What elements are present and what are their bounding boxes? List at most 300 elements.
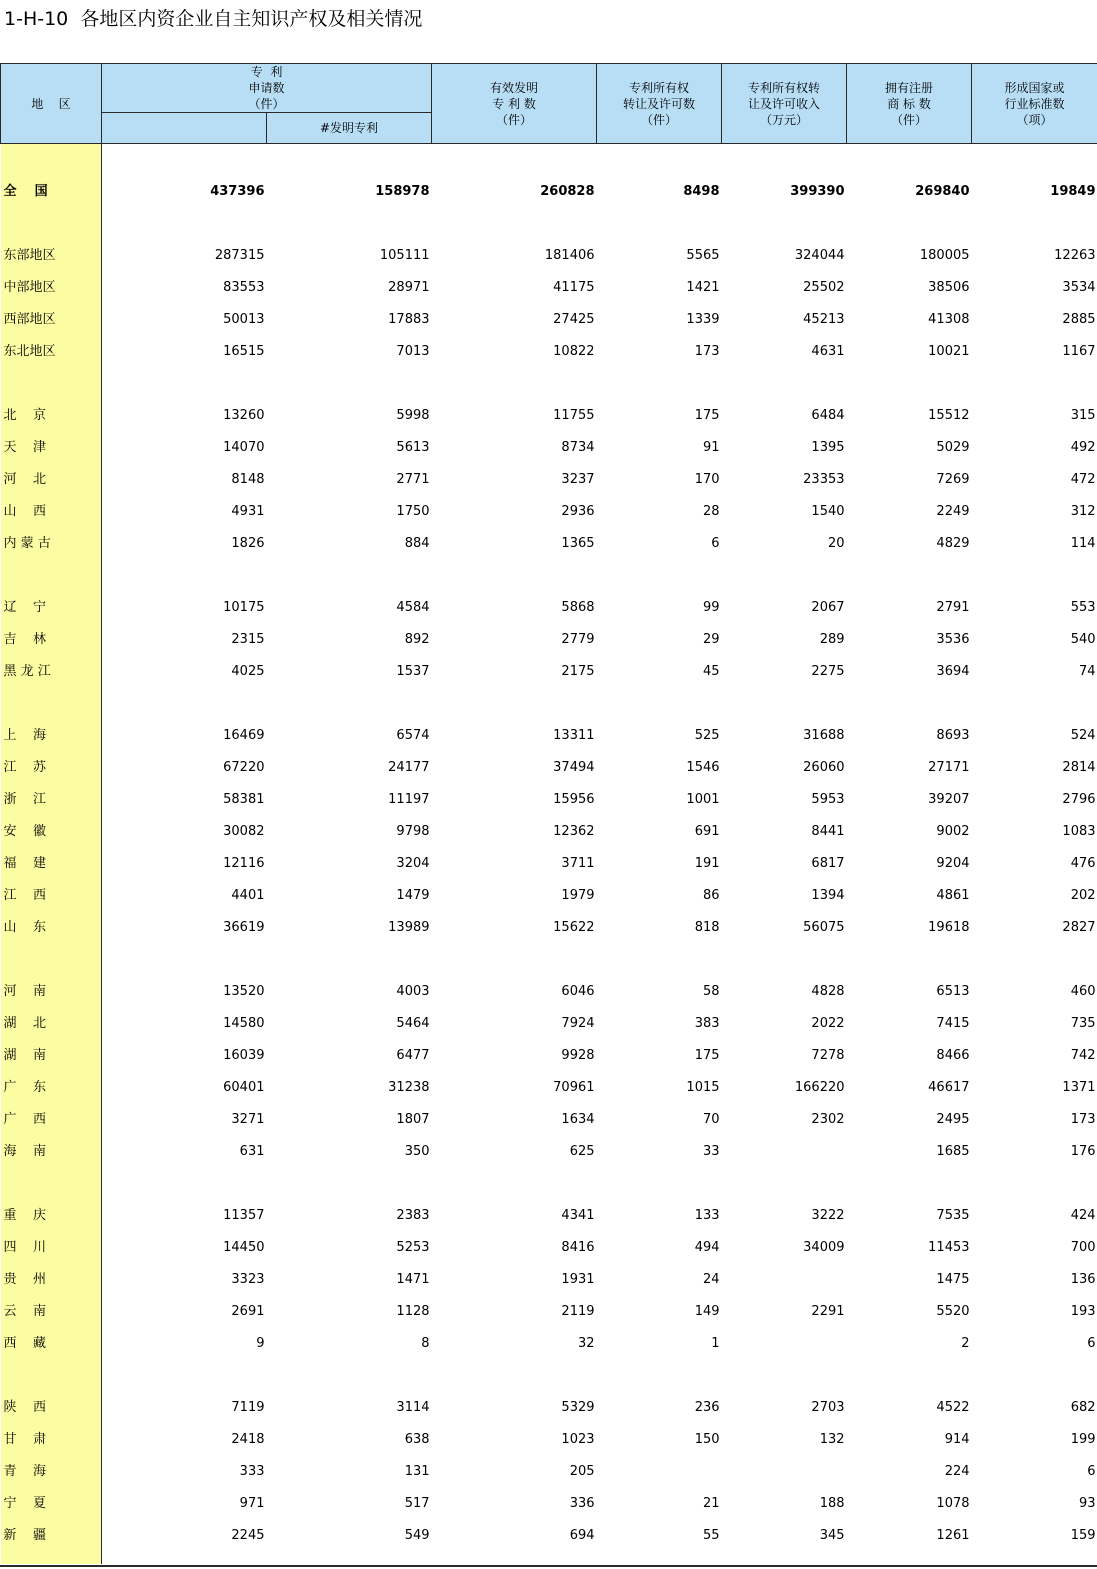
table-cell xyxy=(722,1264,847,1296)
table-cell: 6513 xyxy=(936,984,970,999)
region-name: 西部地区 xyxy=(1,304,102,336)
table-cell: 158978 xyxy=(375,184,430,199)
table-cell: 1479 xyxy=(396,888,430,903)
table-cell: 472 xyxy=(1070,472,1096,487)
table-cell: 70961 xyxy=(553,1080,595,1095)
table-cell: 8441 xyxy=(811,824,845,839)
table-cell: 149 xyxy=(694,1304,720,1319)
table-cell: 2779 xyxy=(561,632,595,647)
table-cell: 7269 xyxy=(936,472,970,487)
header-patent-transfer-income: 专利所有权转 让及许可收入 （万元） xyxy=(722,64,847,144)
region-name: 安 徽 xyxy=(1,816,102,848)
table-cell: 99 xyxy=(702,600,720,615)
table-cell: 1167 xyxy=(1062,344,1096,359)
region-name: 山 东 xyxy=(1,912,102,944)
table-cell: 13989 xyxy=(388,920,430,935)
table-cell: 19618 xyxy=(928,920,970,935)
table-cell: 23353 xyxy=(803,472,845,487)
table-cell: 19849 xyxy=(1050,184,1096,199)
table-cell: 12362 xyxy=(553,824,595,839)
data-sheet xyxy=(0,63,1097,1569)
table-cell: 33 xyxy=(702,1144,720,1159)
header-registered-trademarks: 拥有注册 商 标 数 （件） xyxy=(847,64,972,144)
table-cell: 6 xyxy=(1087,1336,1096,1351)
table-cell: 193 xyxy=(1070,1304,1096,1319)
table-cell: 3534 xyxy=(1062,280,1096,295)
table-cell: 9204 xyxy=(936,856,970,871)
table-cell: 1979 xyxy=(561,888,595,903)
table-cell: 1083 xyxy=(1062,824,1096,839)
table-cell: 2249 xyxy=(936,504,970,519)
region-name: 广 东 xyxy=(1,1072,102,1104)
table-cell: 26060 xyxy=(803,760,845,775)
table-cell: 1750 xyxy=(396,504,430,519)
table-row xyxy=(1,432,1097,464)
region-name: 全 国 xyxy=(1,176,102,208)
table-row xyxy=(1,1296,1097,1328)
table-cell: 67220 xyxy=(223,760,265,775)
header-patent-transfer-count: 专利所有权 转让及许可数 （件） xyxy=(597,64,722,144)
table-cell: 2291 xyxy=(811,1304,845,1319)
table-cell: 34009 xyxy=(803,1240,845,1255)
table-cell: 176 xyxy=(1070,1144,1096,1159)
table-cell: 8416 xyxy=(561,1240,595,1255)
table-row xyxy=(1,656,1097,688)
table-cell: 3536 xyxy=(936,632,970,647)
table-cell: 175 xyxy=(694,408,720,423)
table-cell: 39207 xyxy=(928,792,970,807)
table-cell: 818 xyxy=(694,920,720,935)
table-cell: 83553 xyxy=(223,280,265,295)
table-cell: 525 xyxy=(694,728,720,743)
table-cell: 6817 xyxy=(811,856,845,871)
table-cell xyxy=(722,1456,847,1488)
bottom-rule xyxy=(0,1565,1097,1567)
table-cell: 700 xyxy=(1070,1240,1096,1255)
page-title: 1-H-10 各地区内资企业自主知识产权及相关情况 xyxy=(4,8,423,30)
table-cell: 12116 xyxy=(223,856,265,871)
table-cell: 32 xyxy=(577,1336,595,1351)
table-cell: 4631 xyxy=(811,344,845,359)
table-body xyxy=(1,144,1097,1565)
table-cell: 45213 xyxy=(803,312,845,327)
table-cell: 2771 xyxy=(396,472,430,487)
table-row xyxy=(1,1136,1097,1168)
region-name: 海 南 xyxy=(1,1136,102,1168)
table-cell: 1001 xyxy=(686,792,720,807)
table-cell: 1537 xyxy=(396,664,430,679)
table-row xyxy=(1,1232,1097,1264)
region-name: 东部地区 xyxy=(1,240,102,272)
table-cell: 914 xyxy=(944,1432,970,1447)
table-row xyxy=(1,1200,1097,1232)
table-cell: 424 xyxy=(1070,1208,1096,1223)
table-cell: 173 xyxy=(1070,1112,1096,1127)
table-cell: 2067 xyxy=(811,600,845,615)
region-name: 中部地区 xyxy=(1,272,102,304)
table-cell: 9798 xyxy=(396,824,430,839)
table-cell: 1685 xyxy=(936,1144,970,1159)
table-cell: 333 xyxy=(239,1464,265,1479)
table-cell: 10021 xyxy=(928,344,970,359)
table-cell: 46617 xyxy=(928,1080,970,1095)
header-region: 地 区 xyxy=(1,64,102,144)
table-cell: 2275 xyxy=(811,664,845,679)
table-cell: 9928 xyxy=(561,1048,595,1063)
table-cell: 3204 xyxy=(396,856,430,871)
table-cell: 4861 xyxy=(936,888,970,903)
region-name: 天 津 xyxy=(1,432,102,464)
table-row xyxy=(1,1456,1097,1488)
table-cell: 10175 xyxy=(223,600,265,615)
table-cell: 60401 xyxy=(223,1080,265,1095)
table-cell: 1261 xyxy=(936,1528,970,1543)
table-cell: 336 xyxy=(569,1496,595,1511)
table-cell: 188 xyxy=(819,1496,845,1511)
table-cell: 4401 xyxy=(231,888,265,903)
table-cell: 191 xyxy=(694,856,720,871)
table-cell: 29 xyxy=(702,632,720,647)
table-cell: 9002 xyxy=(936,824,970,839)
table-row xyxy=(1,1328,1097,1360)
table-row xyxy=(1,1520,1097,1552)
region-name: 辽 宁 xyxy=(1,592,102,624)
region-name: 河 北 xyxy=(1,464,102,496)
table-cell: 13311 xyxy=(553,728,595,743)
table-cell: 15512 xyxy=(928,408,970,423)
table-cell: 2495 xyxy=(936,1112,970,1127)
table-cell: 553 xyxy=(1070,600,1096,615)
table-cell: 38506 xyxy=(928,280,970,295)
table-row xyxy=(1,304,1097,336)
table-cell: 4025 xyxy=(231,664,265,679)
table-cell: 1078 xyxy=(936,1496,970,1511)
table-cell: 2936 xyxy=(561,504,595,519)
table-cell: 3323 xyxy=(231,1272,265,1287)
table-cell: 2175 xyxy=(561,664,595,679)
table-cell: 11453 xyxy=(928,1240,970,1255)
spacer-row xyxy=(1,560,1097,592)
region-name: 宁 夏 xyxy=(1,1488,102,1520)
table-cell: 3711 xyxy=(561,856,595,871)
table-cell: 205 xyxy=(569,1464,595,1479)
table-cell: 3237 xyxy=(561,472,595,487)
table-cell: 6 xyxy=(1087,1464,1096,1479)
table-cell: 7924 xyxy=(561,1016,595,1031)
table-cell: 1371 xyxy=(1062,1080,1096,1095)
table-cell: 14450 xyxy=(223,1240,265,1255)
table-row xyxy=(1,816,1097,848)
region-name: 青 海 xyxy=(1,1456,102,1488)
table-row xyxy=(1,496,1097,528)
table-cell: 2885 xyxy=(1062,312,1096,327)
table-cell: 136 xyxy=(1070,1272,1096,1287)
table-cell xyxy=(722,1328,847,1360)
table-cell: 476 xyxy=(1070,856,1096,871)
table-cell: 6484 xyxy=(811,408,845,423)
table-cell: 166220 xyxy=(794,1080,845,1095)
table-cell: 93 xyxy=(1078,1496,1096,1511)
table-cell: 2383 xyxy=(396,1208,430,1223)
region-name: 广 西 xyxy=(1,1104,102,1136)
table-cell: 150 xyxy=(694,1432,720,1447)
table-cell: 17883 xyxy=(388,312,430,327)
table-row xyxy=(1,1072,1097,1104)
table-cell: 36619 xyxy=(223,920,265,935)
table-cell: 6574 xyxy=(396,728,430,743)
table-cell: 236 xyxy=(694,1400,720,1415)
table-row xyxy=(1,848,1097,880)
table-cell: 28 xyxy=(702,504,720,519)
table-cell: 324044 xyxy=(794,248,845,263)
table-cell: 312 xyxy=(1070,504,1096,519)
table-cell: 12263 xyxy=(1054,248,1096,263)
table-cell: 4522 xyxy=(936,1400,970,1415)
table-cell: 25502 xyxy=(803,280,845,295)
region-name: 新 疆 xyxy=(1,1520,102,1552)
table-cell: 202 xyxy=(1070,888,1096,903)
table-cell: 4828 xyxy=(811,984,845,999)
table-cell: 58381 xyxy=(223,792,265,807)
table-cell: 74 xyxy=(1078,664,1096,679)
table-cell: 4829 xyxy=(936,536,970,551)
table-cell: 1634 xyxy=(561,1112,595,1127)
region-name: 山 西 xyxy=(1,496,102,528)
table-row xyxy=(1,592,1097,624)
table-cell: 3222 xyxy=(811,1208,845,1223)
table-cell: 350 xyxy=(404,1144,430,1159)
table-cell: 884 xyxy=(404,536,430,551)
table-cell: 2703 xyxy=(811,1400,845,1415)
table-cell: 1128 xyxy=(396,1304,430,1319)
table-cell: 50013 xyxy=(223,312,265,327)
table-cell: 638 xyxy=(404,1432,430,1447)
table-row xyxy=(1,624,1097,656)
table-cell: 383 xyxy=(694,1016,720,1031)
table-cell: 5953 xyxy=(811,792,845,807)
region-name: 吉 林 xyxy=(1,624,102,656)
table-cell: 8148 xyxy=(231,472,265,487)
table-cell: 492 xyxy=(1070,440,1096,455)
table-cell: 133 xyxy=(694,1208,720,1223)
table-cell: 892 xyxy=(404,632,430,647)
table-cell: 5868 xyxy=(561,600,595,615)
region-name: 浙 江 xyxy=(1,784,102,816)
table-cell: 10822 xyxy=(553,344,595,359)
table-cell: 7278 xyxy=(811,1048,845,1063)
table-cell: 1365 xyxy=(561,536,595,551)
table-cell: 11357 xyxy=(223,1208,265,1223)
table-cell: 41175 xyxy=(553,280,595,295)
table-cell: 2315 xyxy=(231,632,265,647)
table-cell: 114 xyxy=(1070,536,1096,551)
table-cell: 269840 xyxy=(915,184,970,199)
table-cell: 37494 xyxy=(553,760,595,775)
table-cell: 1546 xyxy=(686,760,720,775)
spacer-row xyxy=(1,688,1097,720)
table-row xyxy=(1,720,1097,752)
table-cell xyxy=(722,1136,847,1168)
table-cell: 175 xyxy=(694,1048,720,1063)
region-name: 贵 州 xyxy=(1,1264,102,1296)
table-cell: 41308 xyxy=(928,312,970,327)
table-cell: 631 xyxy=(239,1144,265,1159)
region-name: 湖 北 xyxy=(1,1008,102,1040)
table-cell: 2691 xyxy=(231,1304,265,1319)
table-cell xyxy=(597,1456,722,1488)
table-cell: 2418 xyxy=(231,1432,265,1447)
table-cell: 625 xyxy=(569,1144,595,1159)
table-cell: 1 xyxy=(711,1336,720,1351)
table-cell: 132 xyxy=(819,1432,845,1447)
table-cell: 287315 xyxy=(214,248,265,263)
table-cell: 460 xyxy=(1070,984,1096,999)
table-cell: 1540 xyxy=(811,504,845,519)
region-name: 重 庆 xyxy=(1,1200,102,1232)
table-cell: 1421 xyxy=(686,280,720,295)
table-row xyxy=(1,1392,1097,1424)
table-cell: 13520 xyxy=(223,984,265,999)
table-cell: 7415 xyxy=(936,1016,970,1031)
table-cell: 27425 xyxy=(553,312,595,327)
spacer-row xyxy=(1,208,1097,240)
table-cell: 3694 xyxy=(936,664,970,679)
table-cell: 735 xyxy=(1070,1016,1096,1031)
table-row xyxy=(1,1488,1097,1520)
table-row xyxy=(1,1040,1097,1072)
table-cell: 5253 xyxy=(396,1240,430,1255)
table-cell: 7013 xyxy=(396,344,430,359)
region-name: 黑 龙 江 xyxy=(1,656,102,688)
table-cell: 31238 xyxy=(388,1080,430,1095)
table-cell: 86 xyxy=(702,888,720,903)
spacer-row xyxy=(1,1360,1097,1392)
table-cell: 4584 xyxy=(396,600,430,615)
table-cell: 159 xyxy=(1070,1528,1096,1543)
table-cell: 5520 xyxy=(936,1304,970,1319)
table-cell: 2302 xyxy=(811,1112,845,1127)
table-cell: 3271 xyxy=(231,1112,265,1127)
table-cell: 45 xyxy=(702,664,720,679)
table-cell: 170 xyxy=(694,472,720,487)
national-total-row xyxy=(1,176,1097,208)
table-cell: 13260 xyxy=(223,408,265,423)
table-cell: 21 xyxy=(702,1496,720,1511)
table-cell: 1475 xyxy=(936,1272,970,1287)
table-cell: 5565 xyxy=(686,248,720,263)
table-cell: 11197 xyxy=(388,792,430,807)
table-cell: 8734 xyxy=(561,440,595,455)
table-row xyxy=(1,912,1097,944)
table-cell: 7535 xyxy=(936,1208,970,1223)
table-cell: 315 xyxy=(1070,408,1096,423)
table-cell: 8 xyxy=(421,1336,430,1351)
region-name: 云 南 xyxy=(1,1296,102,1328)
table-cell: 8466 xyxy=(936,1048,970,1063)
table-cell: 16515 xyxy=(223,344,265,359)
header-invention-patents: #发明专利 xyxy=(267,113,432,144)
table-cell: 16469 xyxy=(223,728,265,743)
table-cell: 1471 xyxy=(396,1272,430,1287)
spacer-row xyxy=(1,944,1097,976)
table-cell: 3114 xyxy=(396,1400,430,1415)
table-cell: 20 xyxy=(827,536,845,551)
table-cell: 1931 xyxy=(561,1272,595,1287)
region-name: 福 建 xyxy=(1,848,102,880)
table-row xyxy=(1,336,1097,368)
table-cell: 58 xyxy=(702,984,720,999)
table-cell: 2791 xyxy=(936,600,970,615)
region-name: 陕 西 xyxy=(1,1392,102,1424)
table-cell: 5613 xyxy=(396,440,430,455)
table-cell: 2 xyxy=(961,1336,970,1351)
spacer-row xyxy=(1,368,1097,400)
header-valid-invention-patents: 有效发明 专 利 数 （件） xyxy=(432,64,597,144)
region-name: 上 海 xyxy=(1,720,102,752)
table-cell: 31688 xyxy=(803,728,845,743)
table-row xyxy=(1,1104,1097,1136)
table-cell: 1395 xyxy=(811,440,845,455)
table-cell: 4341 xyxy=(561,1208,595,1223)
region-name: 北 京 xyxy=(1,400,102,432)
table-row xyxy=(1,1008,1097,1040)
table-cell: 6046 xyxy=(561,984,595,999)
table-cell: 2022 xyxy=(811,1016,845,1031)
spacer-row xyxy=(1,1168,1097,1200)
table-row xyxy=(1,976,1097,1008)
table-cell: 2814 xyxy=(1062,760,1096,775)
region-name: 江 苏 xyxy=(1,752,102,784)
table-cell: 260828 xyxy=(540,184,595,199)
table-cell: 8693 xyxy=(936,728,970,743)
table-row xyxy=(1,464,1097,496)
table-cell: 2245 xyxy=(231,1528,265,1543)
table-cell: 16039 xyxy=(223,1048,265,1063)
region-name: 东北地区 xyxy=(1,336,102,368)
table-cell: 517 xyxy=(404,1496,430,1511)
table-cell: 56075 xyxy=(803,920,845,935)
table-cell: 30082 xyxy=(223,824,265,839)
table-cell: 15622 xyxy=(553,920,595,935)
table-cell: 549 xyxy=(404,1528,430,1543)
region-name: 江 西 xyxy=(1,880,102,912)
table-cell: 14070 xyxy=(223,440,265,455)
table-cell: 91 xyxy=(702,440,720,455)
table-cell: 199 xyxy=(1070,1432,1096,1447)
region-name: 湖 南 xyxy=(1,1040,102,1072)
table-cell: 1807 xyxy=(396,1112,430,1127)
table-cell: 1339 xyxy=(686,312,720,327)
table-cell: 27171 xyxy=(928,760,970,775)
region-name: 河 南 xyxy=(1,976,102,1008)
table-cell: 1826 xyxy=(231,536,265,551)
table-cell: 971 xyxy=(239,1496,265,1511)
region-name: 甘 肃 xyxy=(1,1424,102,1456)
table-cell: 691 xyxy=(694,824,720,839)
table-row xyxy=(1,240,1097,272)
table-cell: 682 xyxy=(1070,1400,1096,1415)
table-cell: 1015 xyxy=(686,1080,720,1095)
table-cell: 7119 xyxy=(231,1400,265,1415)
header-patent-applications: 专 利 申请数 （件） xyxy=(102,64,432,113)
table-cell: 2796 xyxy=(1062,792,1096,807)
table-cell: 55 xyxy=(702,1528,720,1543)
table-cell: 6 xyxy=(711,536,720,551)
table-row xyxy=(1,784,1097,816)
table-cell: 14580 xyxy=(223,1016,265,1031)
region-name: 内 蒙 古 xyxy=(1,528,102,560)
region-name: 四 川 xyxy=(1,1232,102,1264)
